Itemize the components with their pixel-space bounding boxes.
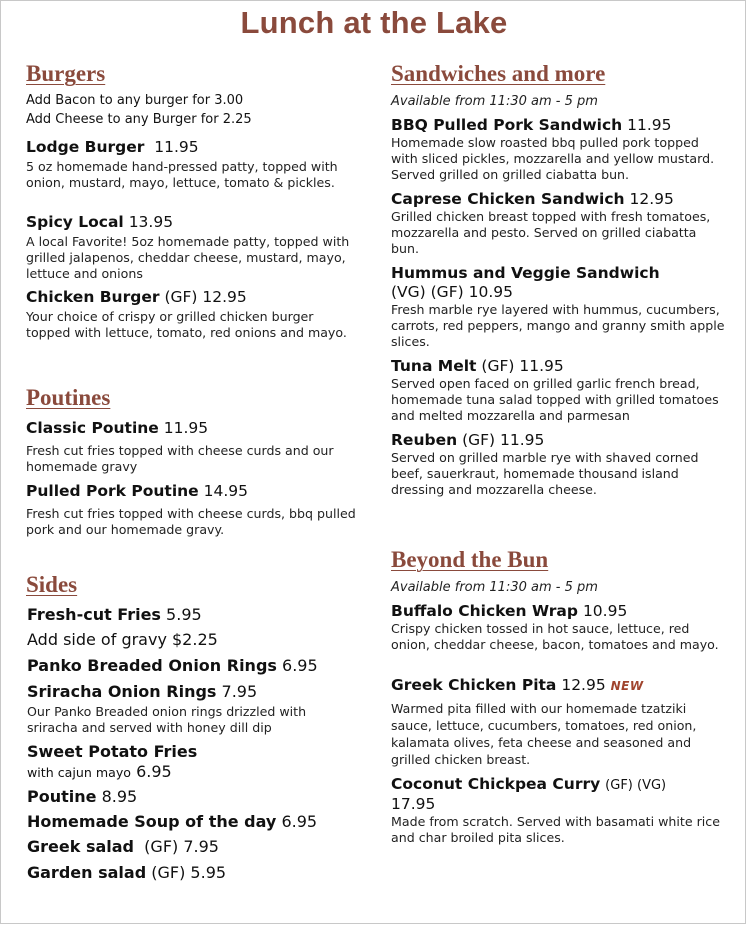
item-description: Homemade slow roasted bbq pulled pork topped with sliced pickles, mozzarella and yellow mustard. Served grilled on grilled ciabatta bun. bbox=[391, 135, 715, 182]
item-name: Greek Chicken Pita bbox=[391, 676, 557, 694]
item-name: Coconut Chickpea Curry bbox=[391, 775, 601, 793]
availability-note: Available from 11:30 am - 5 pm bbox=[391, 580, 598, 595]
item-price: 11.95 bbox=[154, 138, 199, 156]
side-item bbox=[27, 656, 357, 676]
item-name: Pulled Pork Poutine bbox=[26, 482, 199, 500]
menu-item bbox=[391, 431, 726, 498]
new-badge: NEW bbox=[610, 679, 644, 693]
item-tag: (VG) (GF) bbox=[391, 283, 464, 301]
item-price: 6.95 bbox=[136, 762, 172, 781]
item-price: 11.95 bbox=[519, 357, 564, 375]
item-name: Lodge Burger bbox=[26, 138, 145, 156]
item-price: 12.95 bbox=[629, 190, 674, 208]
item-description: Warmed pita filled with our homemade tzatziki sauce, lettuce, cucumbers, tomatoes, red onion, kalamata olives, feta cheese and seasoned and grilled chicken breast. bbox=[391, 701, 697, 767]
burgers-heading: Burgers bbox=[26, 61, 106, 86]
menu-item bbox=[391, 775, 726, 846]
item-description: Crispy chicken tossed in hot sauce, lettuce, red onion, cheddar cheese, bacon, tomatoes and mayo. bbox=[391, 621, 719, 652]
item-name: Greek salad bbox=[27, 837, 134, 856]
item-price: 5.95 bbox=[190, 863, 227, 882]
menu-item bbox=[26, 288, 356, 341]
menu-item bbox=[391, 190, 726, 257]
menu-item bbox=[391, 357, 726, 424]
item-price: 13.95 bbox=[128, 213, 174, 231]
poutines-heading: Poutines bbox=[26, 385, 111, 410]
item-description: Grilled chicken breast topped with fresh tomatoes, mozzarella and pesto. Served on grilled ciabatta bun. bbox=[391, 209, 711, 256]
menu-item bbox=[26, 482, 356, 538]
item-price: 11.95 bbox=[163, 419, 209, 437]
menu-item bbox=[26, 213, 356, 282]
item-description: Served on grilled marble rye with shaved corned beef, sauerkraut, homemade thousand island dressing and mozzarella cheese. bbox=[391, 450, 699, 497]
item-tag: (GF) (VG) bbox=[605, 778, 667, 793]
item-description: Fresh cut fries topped with cheese curds and our homemade gravy bbox=[26, 443, 334, 474]
item-name: BBQ Pulled Pork Sandwich bbox=[391, 116, 623, 134]
item-description: Fresh marble rye layered with hummus, cucumbers, carrots, red peppers, mango and granny smith apple slices. bbox=[391, 302, 725, 349]
sandwiches-heading: Sandwiches and more bbox=[391, 61, 606, 86]
item-subtext: with cajun mayo bbox=[27, 765, 131, 780]
item-tag: (GF) bbox=[144, 837, 179, 856]
item-description: Fresh cut fries topped with cheese curds, bbq pulled pork and our homemade gravy. bbox=[26, 506, 356, 537]
item-tag: (GF) bbox=[164, 288, 198, 306]
item-price: 6.95 bbox=[282, 656, 318, 675]
item-description: Made from scratch. Served with basamati white rice and char broiled pita slices. bbox=[391, 814, 720, 845]
item-tag: (GF) bbox=[151, 863, 186, 882]
item-price: 12.95 bbox=[561, 676, 606, 694]
item-name: Sriracha Onion Rings bbox=[27, 682, 217, 701]
item-price: 11.95 bbox=[500, 431, 545, 449]
item-price: 14.95 bbox=[203, 482, 249, 500]
item-price: 12.95 bbox=[202, 288, 247, 306]
sides-heading: Sides bbox=[26, 572, 78, 597]
side-item bbox=[27, 787, 357, 807]
item-name: Hummus and Veggie Sandwich bbox=[391, 264, 660, 282]
item-name: Panko Breaded Onion Rings bbox=[27, 656, 277, 675]
item-description: Our Panko Breaded onion rings drizzled with sriracha and served with honey dill dip bbox=[27, 704, 307, 735]
item-price: 7.95 bbox=[183, 837, 219, 856]
burger-addons bbox=[26, 91, 356, 129]
item-name: Tuna Melt bbox=[391, 357, 477, 375]
item-price: 17.95 bbox=[391, 795, 436, 813]
item-name: Buffalo Chicken Wrap bbox=[391, 602, 578, 620]
menu-title: Lunch at the Lake bbox=[240, 5, 508, 40]
menu-item bbox=[26, 419, 356, 475]
item-description: A local Favorite! 5oz homemade patty, topped with grilled jalapenos, cheddar cheese, mustard, mayo, lettuce and onions bbox=[26, 234, 350, 281]
side-item bbox=[27, 682, 357, 736]
item-price: 10.95 bbox=[582, 602, 628, 620]
item-name: Caprese Chicken Sandwich bbox=[391, 190, 625, 208]
item-price: 7.95 bbox=[221, 682, 258, 701]
side-item bbox=[27, 742, 357, 782]
item-price: 10.95 bbox=[468, 283, 513, 301]
side-item bbox=[27, 863, 357, 883]
item-name: Chicken Burger bbox=[26, 288, 160, 306]
item-description: Your choice of crispy or grilled chicken burger topped with lettuce, tomato, red onions and mayo. bbox=[26, 309, 347, 340]
addon-note: Add Bacon to any burger for 3.00 bbox=[26, 93, 244, 108]
item-name: Poutine bbox=[27, 787, 97, 806]
beyond-heading: Beyond the Bun bbox=[391, 547, 549, 572]
item-description: 5 oz homemade hand-pressed patty, topped with onion, mustard, mayo, lettuce, tomato & pickles. bbox=[26, 159, 338, 190]
item-tag: (GF) bbox=[481, 357, 515, 375]
item-description: Served open faced on grilled garlic french bread, homemade tuna salad topped with grilled tomatoes and melted mozzarella and parmesan bbox=[391, 376, 719, 423]
item-price: 5.95 bbox=[166, 605, 202, 624]
menu-item bbox=[391, 602, 726, 653]
menu-item bbox=[391, 676, 726, 768]
item-price: 11.95 bbox=[627, 116, 672, 134]
addon-note: Add Cheese to any Burger for 2.25 bbox=[26, 112, 252, 127]
item-name: Reuben bbox=[391, 431, 458, 449]
item-name: Homemade Soup of the day bbox=[27, 812, 277, 831]
item-name: Garden salad bbox=[27, 863, 147, 882]
item-price: 6.95 bbox=[281, 812, 318, 831]
item-price: 8.95 bbox=[101, 787, 138, 806]
availability-note: Available from 11:30 am - 5 pm bbox=[391, 94, 598, 109]
side-item bbox=[27, 605, 357, 625]
item-name: Fresh-cut Fries bbox=[27, 605, 161, 624]
item-name: Classic Poutine bbox=[26, 419, 159, 437]
item-tag: (GF) bbox=[462, 431, 496, 449]
menu-item bbox=[391, 116, 726, 183]
side-item bbox=[27, 837, 357, 857]
menu-item bbox=[391, 264, 726, 350]
item-name: Spicy Local bbox=[26, 213, 124, 231]
menu-item bbox=[26, 138, 356, 191]
side-addon: Add side of gravy $2.25 bbox=[27, 630, 218, 649]
side-item bbox=[27, 812, 357, 832]
item-name: Sweet Potato Fries bbox=[27, 742, 198, 761]
